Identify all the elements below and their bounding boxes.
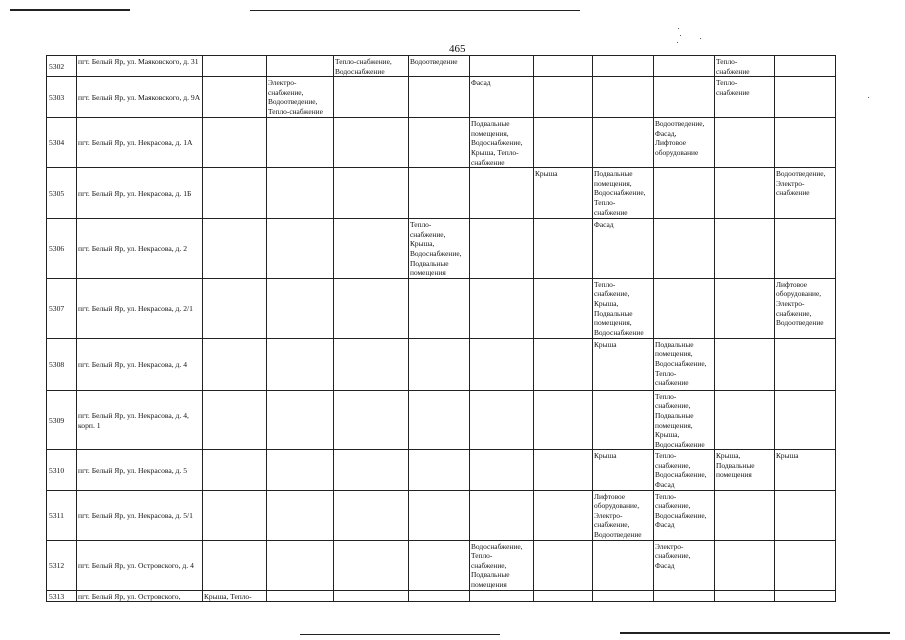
work-type-cell [654,168,715,219]
register-table [46,55,836,602]
scan-artifact-dot [868,97,869,98]
table-row [47,219,836,279]
work-type-cell [654,338,715,390]
work-type-cell [334,77,409,118]
table-row [47,278,836,338]
work-type-cell [470,390,534,450]
work-type-cell [470,278,534,338]
work-type-cell [715,590,775,602]
table-row [47,338,836,390]
work-type-text: Водоотведение, Фасад, Лифтовое оборудование [655,119,705,157]
work-type-cell [775,590,836,602]
row-number: 5305 [47,168,77,219]
work-type-cell [775,338,836,390]
work-type-cell [715,77,775,118]
work-type-text: Крыша, Подвальные помещения [716,451,755,480]
work-type-text: Электро- снабжение, Водоотведение, Тепло-снабжение [268,78,323,116]
work-type-cell [203,490,267,540]
work-type-cell [334,540,409,590]
work-type-cell [409,168,470,219]
work-type-cell [409,450,470,490]
work-type-cell [593,490,654,540]
row-number: 5304 [47,118,77,168]
work-type-cell [534,56,593,77]
work-type-cell [470,338,534,390]
work-type-cell [593,56,654,77]
work-type-cell [775,56,836,77]
work-type-cell [203,56,267,77]
table-row [47,590,836,602]
row-number: 5312 [47,540,77,590]
work-type-cell [654,590,715,602]
work-type-text: Тепло- снабжение [716,78,750,97]
work-type-cell [775,118,836,168]
work-type-cell [534,590,593,602]
work-type-cell [534,219,593,279]
work-type-cell [203,540,267,590]
work-type-text: Фасад [594,220,614,230]
work-type-cell [203,338,267,390]
scan-artifact-dot [700,38,701,39]
row-number: 5309 [47,390,77,450]
work-type-cell [654,118,715,168]
work-type-cell [534,390,593,450]
work-type-text: Крыша [594,339,617,349]
work-type-cell [715,278,775,338]
work-type-cell [715,490,775,540]
work-type-cell [534,77,593,118]
work-type-cell [334,278,409,338]
scan-artifact-line-top [10,9,130,11]
work-type-cell [203,450,267,490]
row-address: пгт. Белый Яр, ул. Островского, д. 4 [77,540,203,590]
row-address: пгт. Белый Яр, ул. Островского, [77,590,203,602]
work-type-text: Тепло- снабжение, Водоснабжение, Фасад [655,491,707,530]
scan-artifact-dot [680,35,681,36]
work-type-text: Подвальные помещения, Водоснабжение, Тепло- снабжение [655,339,707,388]
work-type-text: Тепло- снабжение, Подвальные помещения, Крыша, Водоснабжение [655,391,705,449]
work-type-cell [654,278,715,338]
scan-artifact-dot [677,42,678,43]
work-type-cell [203,390,267,450]
work-type-cell [534,338,593,390]
work-type-text: Лифтовое оборудование, Электро- снабжение, Водоотведение [594,491,642,540]
work-type-cell [409,118,470,168]
work-type-cell [654,390,715,450]
work-type-cell [593,278,654,338]
work-type-cell [267,168,334,219]
work-type-text: Электро- снабжение, Фасад [655,541,691,570]
work-type-cell [409,338,470,390]
work-type-cell [715,338,775,390]
scan-artifact-line-top-2 [250,10,580,11]
row-address: пгт. Белый Яр, ул. Некрасова, д. 4 [77,338,203,390]
table-row [47,450,836,490]
work-type-cell [203,219,267,279]
work-type-text: Подвальные помещения, Водоснабжение, Тепло- снабжение [594,169,646,217]
work-type-cell [593,168,654,219]
work-type-cell [409,590,470,602]
work-type-text: Водоотведение [410,57,458,66]
work-type-cell [470,590,534,602]
work-type-text: Крыша [776,451,799,461]
work-type-cell [409,390,470,450]
work-type-cell [267,338,334,390]
work-type-cell [593,338,654,390]
work-type-cell [470,168,534,219]
work-type-cell [334,338,409,390]
work-type-cell [534,450,593,490]
work-type-cell [203,278,267,338]
row-number: 5310 [47,450,77,490]
work-type-cell [470,540,534,590]
work-type-cell [409,490,470,540]
page-number: 465 [449,43,466,55]
work-type-cell [654,540,715,590]
work-type-cell [267,118,334,168]
work-type-cell [715,168,775,219]
scan-artifact-dot [678,28,679,29]
work-type-cell [715,390,775,450]
work-type-cell [775,490,836,540]
row-address: пгт. Белый Яр, ул. Некрасова, д. 5 [77,450,203,490]
work-type-cell [775,450,836,490]
work-type-cell [715,56,775,77]
work-type-cell [775,219,836,279]
work-type-text: Тепло-снабжение, Водоснабжение [335,57,392,76]
work-type-cell [593,540,654,590]
work-type-text: Фасад [471,78,491,88]
work-type-cell [409,56,470,77]
work-type-cell [334,56,409,77]
work-type-cell [334,450,409,490]
work-type-cell [267,390,334,450]
work-type-cell [409,77,470,118]
work-type-cell [654,490,715,540]
work-type-cell [203,77,267,118]
scan-artifact-line-bottom-2 [300,634,500,635]
table-row [47,77,836,118]
work-type-text: Тепло- снабжение, Водоснабжение, Фасад [655,451,707,490]
row-number: 5303 [47,77,77,118]
row-number: 5308 [47,338,77,390]
work-type-cell [409,219,470,279]
table-row [47,168,836,219]
work-type-cell [534,278,593,338]
work-type-cell [267,219,334,279]
work-type-cell [534,540,593,590]
row-number: 5307 [47,278,77,338]
work-type-text: Водоснабжение, Тепло- снабжение, Подвальные помещения [471,541,523,590]
table-row [47,118,836,168]
work-type-cell [470,56,534,77]
work-type-cell [534,490,593,540]
work-type-text: Водоотведение, Электро- снабжение [776,169,826,198]
work-type-cell [654,219,715,279]
work-type-text: Тепло- снабжение, Крыша, Водоснабжение, Подвальные помещения [410,220,462,278]
work-type-cell [775,77,836,118]
row-number: 5306 [47,219,77,279]
table-row [47,490,836,540]
work-type-cell [267,278,334,338]
table-row [47,540,836,590]
register-body [47,56,836,602]
work-type-cell [267,590,334,602]
work-type-cell [409,540,470,590]
work-type-cell [470,450,534,490]
row-address: пгт. Белый Яр, ул. Некрасова, д. 1А [77,118,203,168]
work-type-cell [267,450,334,490]
work-type-cell [470,219,534,279]
row-address: пгт. Белый Яр, ул. Некрасова, д. 5/1 [77,490,203,540]
work-type-cell [334,168,409,219]
work-type-cell [775,168,836,219]
work-type-cell [534,168,593,219]
work-type-text: Крыша, Тепло- [204,591,252,601]
work-type-cell [775,278,836,338]
work-type-text: Тепло- снабжение [716,57,750,76]
work-type-cell [267,77,334,118]
row-number: 5302 [47,56,77,77]
work-type-cell [267,490,334,540]
work-type-cell [593,118,654,168]
row-address: пгт. Белый Яр, ул. Маяковского, д. 31 [77,56,203,77]
scan-artifact-line-bottom [620,632,890,634]
work-type-cell [334,219,409,279]
work-type-cell [470,490,534,540]
work-type-text: Подвальные помещения, Водоснабжение, Крыша, Тепло- снабжение [471,119,523,167]
table-row [47,390,836,450]
work-type-cell [409,278,470,338]
work-type-cell [775,540,836,590]
row-address: пгт. Белый Яр, ул. Некрасова, д. 2 [77,219,203,279]
work-type-cell [470,118,534,168]
work-type-cell [534,118,593,168]
row-address: пгт. Белый Яр, ул. Некрасова, д. 1Б [77,168,203,219]
work-type-text: Крыша [594,451,617,461]
work-type-cell [715,540,775,590]
work-type-cell [715,450,775,490]
work-type-cell [715,219,775,279]
work-type-cell [593,590,654,602]
row-address: пгт. Белый Яр, ул. Маяковского, д. 9А [77,77,203,118]
work-type-cell [593,219,654,279]
row-address: пгт. Белый Яр, ул. Некрасова, д. 2/1 [77,278,203,338]
work-type-text: Лифтовое оборудование, Электро- снабжение, Водоотведение [776,279,824,328]
work-type-text: Тепло- снабжение, Крыша, Подвальные помещения, Водоснабжение [594,279,644,337]
work-type-cell [654,56,715,77]
work-type-cell [267,540,334,590]
table-row [47,56,836,77]
work-type-cell [334,390,409,450]
work-type-cell [203,168,267,219]
work-type-cell [334,590,409,602]
work-type-cell [203,118,267,168]
work-type-cell [715,118,775,168]
work-type-text: Крыша [535,169,558,179]
work-type-cell [203,590,267,602]
row-number: 5313 [47,590,77,602]
work-type-cell [334,490,409,540]
row-address: пгт. Белый Яр, ул. Некрасова, д. 4, корп. 1 [77,390,203,450]
work-type-cell [593,450,654,490]
work-type-cell [334,118,409,168]
row-number: 5311 [47,490,77,540]
work-type-cell [267,56,334,77]
work-type-cell [654,77,715,118]
work-type-cell [593,77,654,118]
work-type-cell [775,390,836,450]
work-type-cell [654,450,715,490]
work-type-cell [593,390,654,450]
work-type-cell [470,77,534,118]
